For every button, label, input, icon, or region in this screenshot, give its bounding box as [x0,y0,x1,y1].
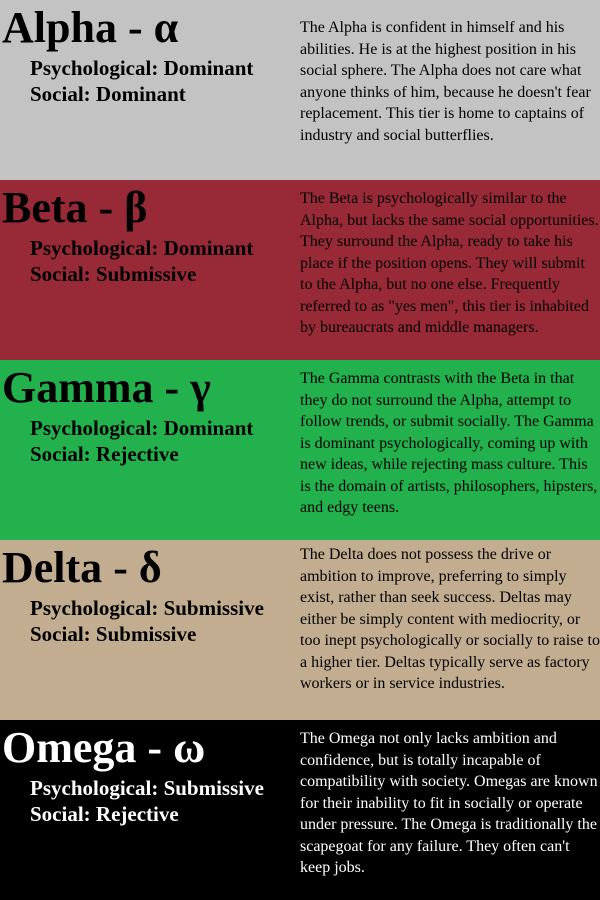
tier-alpha-description: The Alpha is confident in himself and his abilities. He is at the highest position in his social sphere. The Alpha does not care what anyone thinks of him, because he doesn't fear replacement. This tier is home to captains of industry and social butterflies. [300,19,591,144]
social-trait: Social: Rejective [30,802,179,826]
psychological-trait: Psychological: Dominant [30,416,254,440]
tier-name: Delta [2,543,103,592]
tier-symbol: ω [173,723,206,772]
tier-gamma-header [0,360,300,540]
tier-name: Gamma [2,363,154,412]
tier-symbol: δ [138,543,162,592]
tier-gamma-description: The Gamma contrasts with the Beta in that they do not surround the Alpha, attempt to follow trends, or submit socially. The Gamma is dominant psychologically, coming up with new ideas, while rejecting mass culture. This is the domain of artists, philosophers, hipsters, and edgy teens. [300,370,598,516]
tier-alpha-header [0,0,300,180]
tier-gamma [0,360,600,540]
tier-omega-header [0,720,300,900]
tier-gamma-traits [30,415,253,467]
tier-beta [0,180,600,360]
psychological-trait: Psychological: Dominant [30,236,254,260]
tier-name: Alpha [2,3,117,52]
tier-beta-description: The Beta is psychologically similar to the Alpha, but lacks the same social opportunities. They surround the Alpha, ready to take his place if the position opens. They will submit to the Alpha, but no one else. Frequently referred to as "yes men", this tier is inhabited by bureaucrats and middle managers. [300,190,599,336]
tier-symbol: α [153,3,179,52]
social-trait: Social: Rejective [30,442,179,466]
tier-name: Omega [2,723,137,772]
tier-separator: - [116,3,154,52]
tier-symbol: β [124,183,148,232]
tier-alpha [0,0,600,180]
tier-delta-description: The Delta does not possess the drive or ambition to improve, preferring to simply exist, rather than seek success. Deltas may either be simply content with mediocrity, or too inept psychologically or socially to raise to a higher tier. Deltas typically serve as factory workers or in service industries. [300,546,600,692]
tier-omega-traits [30,775,264,827]
social-trait: Social: Submissive [30,262,197,286]
psychological-trait: Psychological: Submissive [30,596,264,620]
tier-beta-header [0,180,300,360]
tier-beta-traits [30,235,253,287]
tier-separator: - [153,363,191,412]
tier-separator: - [136,723,174,772]
tier-delta [0,540,600,720]
tier-separator: - [102,543,139,592]
tier-separator: - [87,183,125,232]
tier-name: Beta [2,183,88,232]
tier-omega-description: The Omega not only lacks ambition and confidence, but is totally incapable of compatibility with society. Omegas are known for their inability to fit in socially or operate under pressure. The Omega is traditionally the scapegoat for any failure. They often can't keep jobs. [300,730,598,876]
psychological-trait: Psychological: Submissive [30,776,264,800]
tier-delta-title [2,544,162,592]
tier-alpha-title [2,4,178,52]
social-trait: Social: Dominant [30,82,186,106]
psychological-trait: Psychological: Dominant [30,56,254,80]
tier-omega [0,720,600,900]
tier-omega-title [2,724,205,772]
tier-delta-traits [30,595,264,647]
social-trait: Social: Submissive [30,622,197,646]
tier-gamma-title [2,364,211,412]
tier-delta-header [0,540,300,720]
tier-beta-title [2,184,147,232]
tier-symbol: γ [190,363,211,412]
tier-alpha-traits [30,55,253,107]
